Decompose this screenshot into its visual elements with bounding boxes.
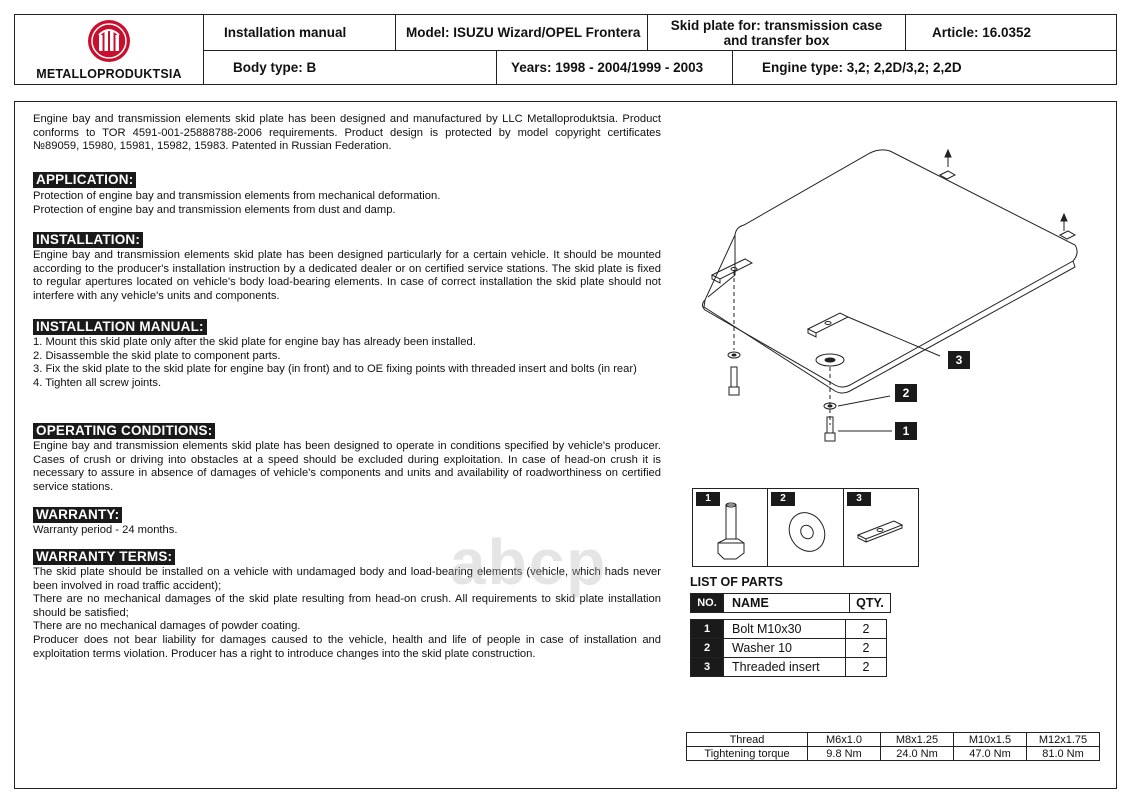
skid-plate-diagram bbox=[690, 145, 1090, 445]
application-line: Protection of engine bay and transmission elements from dust and damp. bbox=[33, 203, 396, 216]
row-qty: 2 bbox=[846, 658, 887, 677]
row-qty: 2 bbox=[846, 639, 887, 658]
part-cell-washer bbox=[768, 489, 844, 566]
warranty-term: There are no mechanical damages of the skid plate resulting from head-on crush. All requirements to skid plate installation should be satisfied; bbox=[33, 593, 661, 619]
installation-heading: INSTALLATION: bbox=[33, 232, 143, 248]
manual-step: 4. Tighten all screw joints. bbox=[33, 376, 162, 389]
operating-conditions-text: Engine bay and transmission elements skid plate has been designed to operate in conditions specified by vehicle's producer. Cases of crush or driving into obstacles at a speed should be excluded during exploitation. In case of head-on crush it is necessary to assure in absence of damages of vehicle's components and units and availability of roadworthiness on certified service stations. bbox=[33, 440, 661, 493]
application-heading: APPLICATION: bbox=[33, 172, 136, 188]
warranty-term: There are no mechanical damages of powder coating. bbox=[33, 620, 301, 633]
model-cell bbox=[396, 15, 648, 51]
col-qty: QTY. bbox=[850, 594, 891, 613]
installation-section bbox=[33, 231, 661, 303]
torque-cell: M8x1.25 bbox=[881, 733, 954, 747]
torque-cell: Tightening torque bbox=[687, 747, 808, 761]
warranty-term: The skid plate should be installed on a vehicle with undamaged body and load-bearing elements (vehicle, which hads never been involved in road traffic accident); bbox=[33, 566, 661, 592]
logo-cell bbox=[15, 15, 204, 84]
intro-text: Engine bay and transmission elements skid plate has been designed and manufactured by LLC Metalloproduktsia. Product conforms to TOR 4591-001-25888788-2006 requirements. Product design is protected by model copyright certificates №89059, 15980, 15981, 15982, 15983. Patented in Russian Federation. bbox=[33, 113, 661, 153]
part-cell-insert bbox=[844, 489, 918, 566]
application-section bbox=[33, 171, 661, 217]
threaded-insert-icon bbox=[854, 517, 909, 547]
torque-cell: 24.0 Nm bbox=[881, 747, 954, 761]
washer-icon bbox=[782, 507, 832, 557]
doc-type: Installation manual bbox=[224, 25, 347, 40]
table-row bbox=[691, 620, 887, 639]
installation-text: Engine bay and transmission elements skid plate has been designed particularly for a certain vehicle. It should be mounted according to the producer's installation instruction by a dedicated dealer or on certified service stations. The skid plate is fixed to regular apertures located on vehicle's body load-bearing elements. In case of correct installation the skid plate should not interfere with any vehicle's units and components. bbox=[33, 249, 661, 302]
manual-step: 3. Fix the skid plate to the skid plate for engine bay (in front) and to OE fixing points with threaded insert and bolts (in rear) bbox=[33, 363, 637, 376]
manual-step: 1. Mount this skid plate only after the skid plate for engine bay has already been installed. bbox=[33, 336, 476, 348]
engine-type-cell bbox=[733, 51, 1116, 84]
engine-type: Engine type: 3,2; 2,2D/3,2; 2,2D bbox=[762, 60, 962, 75]
callout-3: 3 bbox=[948, 351, 970, 369]
part-tag: 2 bbox=[771, 492, 795, 506]
body-type-cell bbox=[204, 51, 497, 84]
years-cell bbox=[497, 51, 733, 84]
installation-manual-section bbox=[33, 318, 661, 390]
operating-conditions-heading: OPERATING CONDITIONS: bbox=[33, 423, 215, 439]
list-of-parts-title: LIST OF PARTS bbox=[690, 575, 783, 589]
article-cell bbox=[906, 15, 1116, 51]
parts-illustration-box bbox=[692, 488, 919, 567]
callout-1: 1 bbox=[895, 422, 917, 440]
warranty-terms-heading: WARRANTY TERMS: bbox=[33, 549, 175, 565]
skid-plate-outline bbox=[703, 150, 1078, 387]
callout-2: 2 bbox=[895, 384, 917, 402]
operating-conditions-section bbox=[33, 422, 661, 494]
brand-logo-icon bbox=[87, 19, 131, 63]
warranty-heading: WARRANTY: bbox=[33, 507, 122, 523]
manual-step: 2. Disassemble the skid plate to component parts. bbox=[33, 349, 281, 362]
header-table bbox=[14, 14, 1117, 85]
warranty-text: Warranty period - 24 months. bbox=[33, 524, 178, 536]
row-qty: 2 bbox=[846, 620, 887, 639]
bolt-icon bbox=[708, 501, 753, 563]
part-cell-bolt bbox=[693, 489, 768, 566]
row-no: 1 bbox=[691, 620, 724, 639]
torque-cell: 81.0 Nm bbox=[1027, 747, 1100, 761]
table-row bbox=[691, 639, 887, 658]
row-no: 2 bbox=[691, 639, 724, 658]
warranty-term: Producer does not bear liability for damages caused to the vehicle, health and life of people in case of installation and exploitation terms violation. Producer has a right to introduce changes into the skid plate construction. bbox=[33, 633, 661, 660]
row-no: 3 bbox=[691, 658, 724, 677]
brand-name: METALLOPRODUKTSIA bbox=[36, 66, 182, 81]
part-tag: 1 bbox=[696, 492, 720, 506]
application-line: Protection of engine bay and transmission elements from mechanical deformation. bbox=[33, 190, 441, 202]
parts-table-header bbox=[690, 593, 891, 613]
skid-plate-for: Skid plate for: transmission case and transfer box bbox=[670, 17, 883, 48]
model: Model: ISUZU Wizard/OPEL Frontera bbox=[406, 25, 641, 40]
torque-cell: M10x1.5 bbox=[954, 733, 1027, 747]
watermark: abcp bbox=[450, 526, 608, 598]
col-name: NAME bbox=[724, 594, 850, 613]
skid-plate-cell bbox=[648, 15, 906, 51]
doc-type-cell bbox=[204, 15, 396, 51]
article: Article: 16.0352 bbox=[932, 25, 1032, 40]
table-row bbox=[687, 733, 1100, 747]
row-name: Washer 10 bbox=[724, 639, 846, 658]
parts-table bbox=[690, 619, 887, 677]
part-tag: 3 bbox=[847, 492, 871, 506]
years: Years: 1998 - 2004/1999 - 2003 bbox=[511, 60, 704, 75]
row-name: Threaded insert bbox=[724, 658, 846, 677]
torque-cell: Thread bbox=[687, 733, 808, 747]
torque-cell: 47.0 Nm bbox=[954, 747, 1027, 761]
torque-cell: M12x1.75 bbox=[1027, 733, 1100, 747]
torque-cell: M6x1.0 bbox=[808, 733, 881, 747]
installation-manual-heading: INSTALLATION MANUAL: bbox=[33, 319, 207, 335]
body-type: Body type: B bbox=[233, 60, 317, 75]
table-row bbox=[691, 658, 887, 677]
torque-table bbox=[686, 732, 1100, 761]
col-no: NO. bbox=[691, 594, 724, 613]
row-name: Bolt M10x30 bbox=[724, 620, 846, 639]
torque-cell: 9.8 Nm bbox=[808, 747, 881, 761]
table-row bbox=[687, 747, 1100, 761]
